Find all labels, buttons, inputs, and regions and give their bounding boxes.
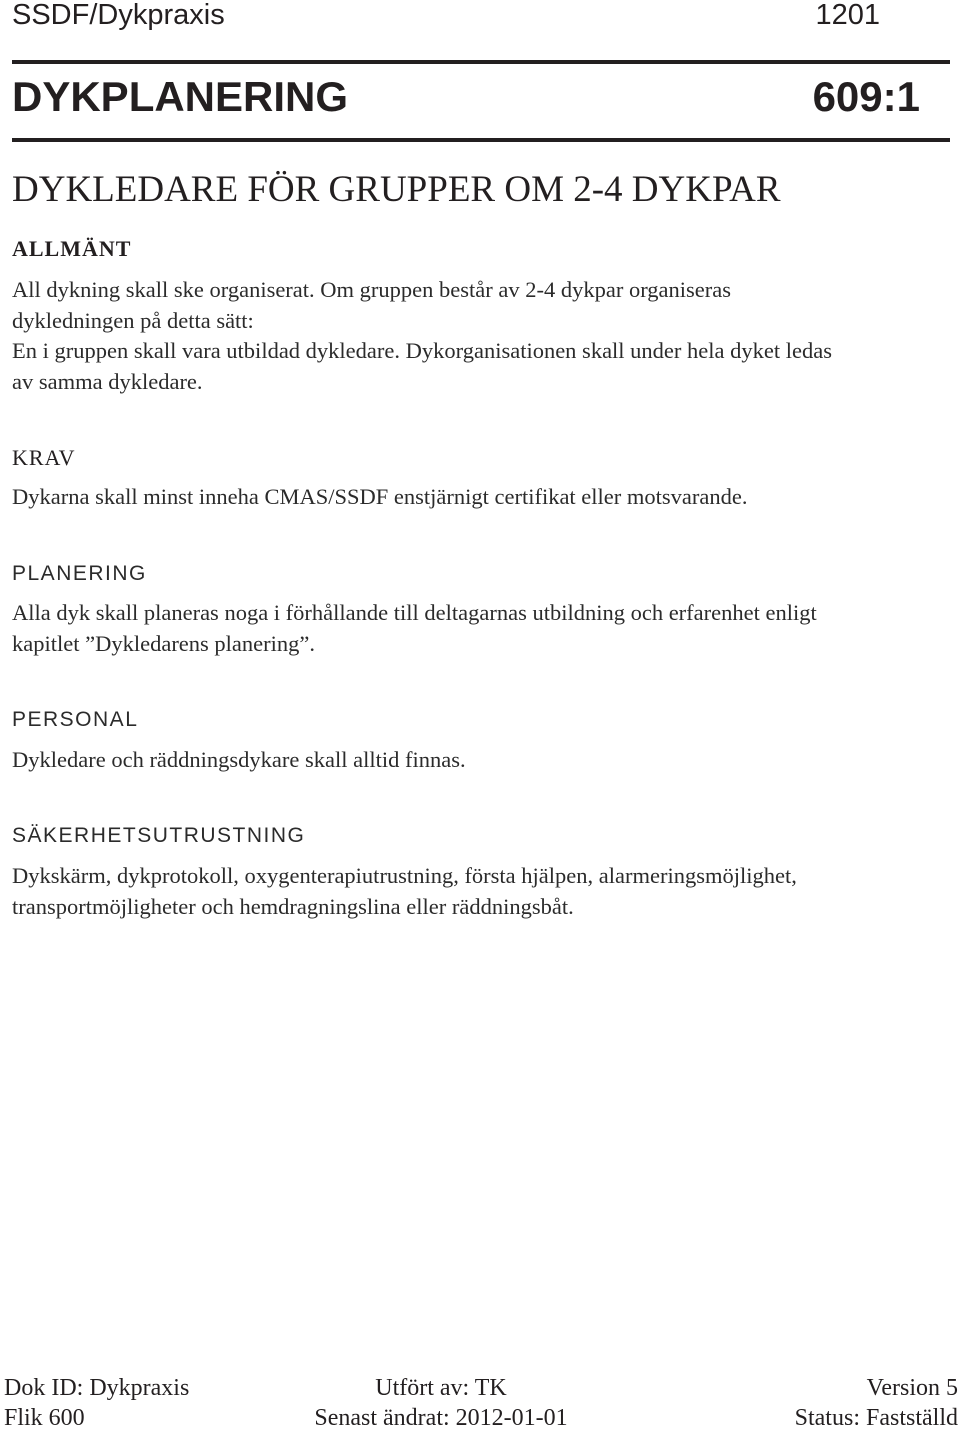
body-line: All dykning skall ske organiserat. Om gruppen består av 2-4 dykpar organiseras [12,277,732,302]
section-heading-krav: KRAV [12,445,76,470]
title-divider [12,138,950,142]
section-body-personal [12,745,466,776]
body-line: transportmöjligheter och hemdragningslina eller räddningsbåt. [12,893,574,919]
body-line: Dykledare och räddningsdykare skall alltid finnas. [12,747,466,772]
section-heading-sakerhetsutrustning: SÄKERHETSUTRUSTNING [12,824,306,847]
body-line: Dykskärm, dykprotokoll, oxygenterapiutrustning, första hjälpen, alarmeringsmöjlighet, [12,863,797,888]
footer-version: Version 5 [866,1375,958,1401]
body-line: Dykarna skall minst inneha CMAS/SSDF enstjärnigt certifikat eller motsvarande. [12,484,748,509]
header-source: SSDF/Dykpraxis [12,0,225,31]
header-page-number: 1201 [815,0,880,31]
body-line: kapitlet ”Dykledarens planering”. [12,630,316,656]
page-title-number: 609:1 [812,73,920,120]
footer-tab: Flik 600 [4,1405,85,1430]
body-line: dykledningen på detta sätt: [12,307,254,333]
footer-last-changed: Senast ändrat: 2012-01-01 [314,1405,568,1430]
section-heading-allmant: ALLMÄNT [12,236,132,261]
body-line: av samma dykledare. [12,368,203,394]
section-body-krav [12,482,748,513]
section-body-allmant [12,275,832,397]
section-heading-planering: PLANERING [12,562,147,585]
top-divider [12,60,950,64]
section-body-sakerhetsutrustning [12,861,797,922]
section-heading-personal: PERSONAL [12,708,139,731]
section-body-planering [12,598,817,659]
document-title: DYKLEDARE FÖR GRUPPER OM 2-4 DYKPAR [12,169,781,210]
footer-performed-by: Utfört av: TK [375,1375,507,1401]
footer-doc-id: Dok ID: Dykpraxis [4,1375,190,1401]
footer-status: Status: Fastställd [794,1405,958,1430]
body-line: Alla dyk skall planeras noga i förhållande till deltagarnas utbildning och erfarenhet enligt [12,600,817,625]
page-title: DYKPLANERING [12,73,349,120]
body-line: En i gruppen skall vara utbildad dykledare. Dykorganisationen skall under hela dyket ledas [12,338,832,363]
